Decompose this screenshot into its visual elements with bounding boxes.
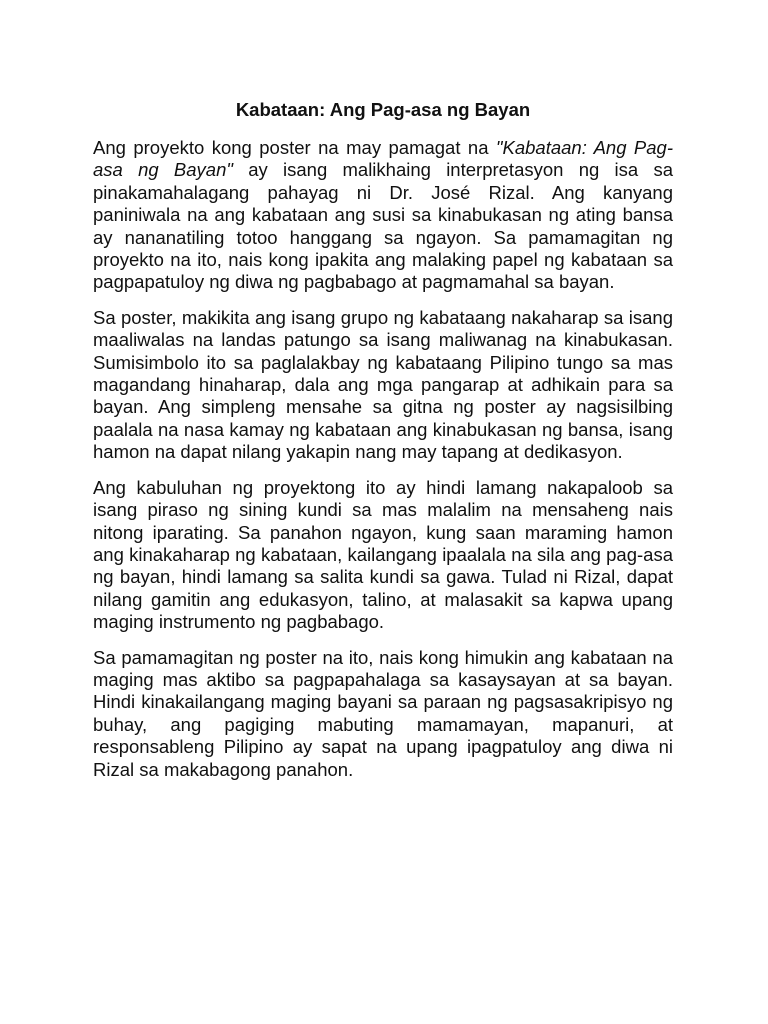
document-title: Kabataan: Ang Pag-asa ng Bayan — [235, 99, 531, 120]
paragraph-intro-lead: Ang proyekto kong poster na may pamagat na — [93, 137, 496, 158]
paragraph-intro — [93, 137, 673, 294]
poster-title-quote: "Kabataan: Ang Pag-asa ng Bayan" — [93, 137, 674, 181]
document-page — [93, 99, 673, 794]
paragraph-intro-rest: ay isang malikhaing interpretasyon ng isa sa pinakamahalagang pahayag ni Dr. José Rizal. Ang kanyang paniniwala na ang kabataan ang susi sa kinabukasan ng ating bansa ay nananatiling totoo hanggang sa ngayon. Sa pamamagitan ng proyekto na ito, nais kong ipakita ang malaking papel ng kabataan sa pagpapatuloy ng diwa ng pagbabago at pagmamahal sa bayan. — [93, 159, 673, 293]
paragraph-conclusion: Sa pamamagitan ng poster na ito, nais kong himukin ang kabataan na maging mas aktibo sa pagpapahalaga sa kasaysayan at sa bayan. Hindi kinakailangang maging bayani sa paraan ng pagsasakripisyo ng buhay, ang pagiging mabuting mamamayan, mapanuri, at responsableng Pilipino ay sapat na upang ipagpatuloy ang diwa ni Rizal sa makabagong panahon. — [93, 646, 673, 780]
paragraph-significance: Ang kabuluhan ng proyektong ito ay hindi lamang nakapaloob sa isang piraso ng sining kundi sa mas malalim na mensaheng nais nitong iparating. Sa panahon ngayon, kung saan maraming hamon ang kinakaharap ng kabataan, kailangang ipaalala na sila ang pag-asa ng bayan, hindi lamang sa salita kundi sa gawa. Tulad ni Rizal, dapat nilang gamitin ang edukasyon, talino, at malasakit sa kapwa upang maging instrumento ng pagbabago. — [93, 476, 673, 633]
paragraph-poster-description: Sa poster, makikita ang isang grupo ng kabataang nakaharap sa isang maaliwalas na landas patungo sa isang maliwanag na kinabukasan. Sumisimbolo ito sa paglalakbay ng kabataang Pilipino tungo sa mas magandang hinaharap, dala ang mga pangarap at adhikain para sa bayan. Ang simpleng mensahe sa gitna ng poster ay nagsisilbing paalala na nasa kamay ng kabataan ang kinabukasan ng bansa, isang hamon na dapat nilang yakapin nang may tapang at dedikasyon. — [93, 306, 673, 463]
